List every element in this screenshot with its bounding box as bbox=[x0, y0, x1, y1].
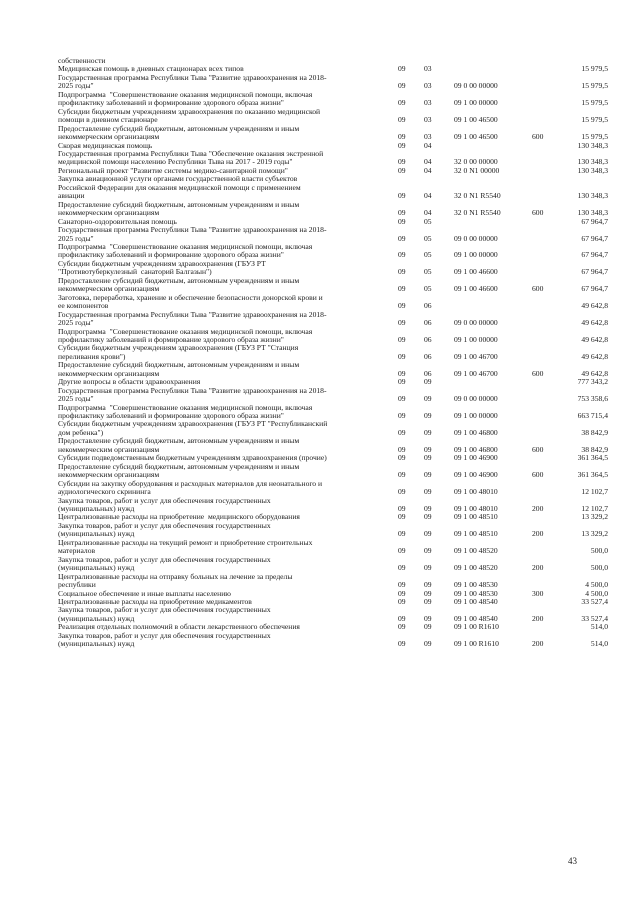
row-amount: 67 964,7 bbox=[581, 233, 608, 243]
row-section: 09 bbox=[398, 444, 406, 454]
table-row bbox=[58, 573, 608, 590]
row-expense-type bbox=[530, 480, 560, 497]
row-amount: 13 329,2 bbox=[581, 513, 608, 522]
row-name: Скорая медицинская помощь bbox=[58, 141, 153, 150]
row-expense-type: 200 bbox=[532, 639, 544, 649]
row-name: Субсидии на закупку оборудования и расходных материалов для неонатального и аудиологического скрининга bbox=[58, 479, 323, 497]
row-subsection: 04 bbox=[424, 208, 432, 218]
row-subsection: 09 bbox=[424, 470, 432, 480]
row-section: 09 bbox=[398, 81, 406, 91]
row-amount: 500,0 bbox=[590, 546, 608, 556]
row-subsection: 03 bbox=[424, 132, 432, 142]
row-target-article: 09 1 00 46900 bbox=[454, 454, 498, 463]
row-subsection: 05 bbox=[424, 284, 432, 294]
row-expense-type bbox=[530, 142, 560, 150]
row-target-article: 09 1 00 48010 bbox=[454, 487, 498, 497]
row-subsection: 09 bbox=[424, 427, 432, 437]
row-amount: 15 979,5 bbox=[581, 132, 608, 142]
row-target-article: 09 1 00 00000 bbox=[454, 98, 498, 108]
row-section: 09 bbox=[398, 65, 406, 74]
row-subsection: 05 bbox=[424, 250, 432, 260]
row-name: Предоставление субсидий бюджетным, автономным учреждениям и иным некоммерческим организациям bbox=[58, 361, 300, 378]
row-amount: 753 358,6 bbox=[577, 394, 608, 404]
row-name: Предоставление субсидий бюджетным, автономным учреждениям и иным некоммерческим организациям bbox=[58, 462, 300, 480]
table-row bbox=[58, 277, 608, 294]
table-row bbox=[58, 150, 608, 167]
row-amount: 12 102,7 bbox=[581, 487, 608, 497]
table-row bbox=[58, 201, 608, 218]
row-expense-type bbox=[530, 226, 560, 243]
row-target-article: 09 0 00 00000 bbox=[454, 394, 498, 404]
row-section: 09 bbox=[398, 598, 406, 606]
row-expense-type bbox=[530, 243, 560, 260]
row-section: 09 bbox=[398, 217, 406, 226]
row-section: 09 bbox=[398, 351, 406, 361]
row-expense-type bbox=[530, 150, 560, 167]
row-target-article: 09 1 00 46800 bbox=[454, 444, 498, 454]
row-name: Государственная программа Республики Тыва "Развитие здравоохранения на 2018- 2025 годы" bbox=[58, 226, 327, 243]
row-section: 09 bbox=[398, 623, 406, 632]
row-target-article bbox=[450, 57, 530, 65]
row-target-article bbox=[450, 142, 530, 150]
row-section: 09 bbox=[398, 504, 406, 514]
row-amount: 67 964,7 bbox=[581, 284, 608, 294]
table-row bbox=[58, 480, 608, 497]
row-target-article bbox=[450, 378, 530, 386]
row-section: 09 bbox=[398, 546, 406, 556]
row-target-article: 09 1 00 00000 bbox=[454, 250, 498, 260]
table-row bbox=[58, 74, 608, 91]
row-amount: 49 642,8 bbox=[581, 351, 608, 361]
table-row bbox=[58, 218, 608, 226]
row-name: Подпрограмма "Совершенствование оказания медицинской помощи, включая профилактику заболеваний и формирование здорового образа жизни" bbox=[58, 242, 313, 260]
row-name: Закупка товаров, работ и услуг для обеспечения государственных (муниципальных) нужд bbox=[58, 496, 271, 514]
row-amount: 49 642,8 bbox=[581, 318, 608, 328]
row-section: 09 bbox=[398, 141, 406, 150]
table-row bbox=[58, 539, 608, 556]
row-target-article: 09 1 00 48540 bbox=[454, 613, 498, 623]
row-subsection: 09 bbox=[424, 639, 432, 649]
row-name: Подпрограмма "Совершенствование оказания медицинской помощи, включая профилактику заболеваний и формирование здорового образа жизни" bbox=[58, 403, 313, 421]
table-row bbox=[58, 623, 608, 631]
row-expense-type bbox=[530, 91, 560, 108]
table-row bbox=[58, 125, 608, 142]
row-expense-type: 200 bbox=[532, 613, 544, 623]
row-amount: 15 979,5 bbox=[581, 65, 608, 74]
row-name: Субсидии бюджетным учреждениям здравоохранения по оказанию медицинской помощи в дневном стационаре bbox=[58, 107, 321, 125]
row-name: Субсидии бюджетным учреждениям здравоохранения (ГБУЗ РТ "Противотуберкулезный санаторий Балгазын") bbox=[58, 259, 266, 277]
row-amount: 663 715,4 bbox=[577, 411, 608, 421]
table-row bbox=[58, 142, 608, 150]
row-name: Предоставление субсидий бюджетным, автономным учреждениям и иным некоммерческим организациям bbox=[58, 200, 300, 218]
row-subsection: 09 bbox=[424, 580, 432, 590]
table-row bbox=[58, 420, 608, 437]
table-row bbox=[58, 344, 608, 361]
row-expense-type bbox=[530, 378, 560, 386]
row-amount: 38 842,9 bbox=[581, 444, 608, 454]
row-expense-type: 300 bbox=[532, 589, 544, 598]
row-amount: 777 343,2 bbox=[577, 378, 608, 387]
row-target-article: 09 1 00 46600 bbox=[454, 284, 498, 294]
row-target-article: 09 1 00 48530 bbox=[454, 580, 498, 590]
row-section: 09 bbox=[398, 208, 406, 218]
row-subsection: 09 bbox=[424, 623, 432, 632]
row-expense-type: 200 bbox=[532, 529, 544, 539]
row-subsection: 09 bbox=[424, 411, 432, 421]
row-expense-type: 600 bbox=[532, 132, 544, 142]
row-name: Субсидии бюджетным учреждениям здравоохранения (ГБУЗ РТ "Республиканский дом ребенка") bbox=[58, 420, 328, 437]
row-amount: 130 348,3 bbox=[577, 208, 608, 218]
row-expense-type bbox=[530, 167, 560, 175]
row-name: Централизованные расходы на отправку больных на лечение за пределы республики bbox=[58, 572, 293, 590]
row-subsection: 09 bbox=[424, 589, 432, 598]
table-row bbox=[58, 175, 608, 200]
row-target-article: 09 1 00 00000 bbox=[454, 334, 498, 344]
row-subsection: 09 bbox=[424, 529, 432, 539]
row-expense-type bbox=[530, 404, 560, 421]
table-row bbox=[58, 454, 608, 462]
row-section: 09 bbox=[398, 267, 406, 277]
row-amount: 4 500,0 bbox=[585, 580, 608, 590]
row-amount: 67 964,7 bbox=[581, 217, 608, 226]
row-subsection: 06 bbox=[424, 368, 432, 378]
row-name: Государственная программа Республики Тыва "Развитие здравоохранения на 2018- 2025 годы" bbox=[58, 386, 327, 404]
row-section: 09 bbox=[398, 454, 406, 463]
row-amount: 15 979,5 bbox=[581, 81, 608, 91]
row-amount: 361 364,5 bbox=[577, 470, 608, 480]
row-amount: 130 348,3 bbox=[577, 141, 608, 150]
row-name: Закупка товаров, работ и услуг для обеспечения государственных (муниципальных) нужд bbox=[58, 606, 271, 623]
row-target-article bbox=[450, 218, 530, 226]
row-name: Субсидии бюджетным учреждениям здравоохранения (ГБУЗ РТ "Станция переливания крови") bbox=[58, 344, 299, 361]
table-row bbox=[58, 243, 608, 260]
row-expense-type bbox=[530, 623, 560, 631]
row-expense-type bbox=[530, 513, 560, 521]
row-expense-type bbox=[530, 175, 560, 200]
row-subsection: 09 bbox=[424, 454, 432, 463]
row-subsection bbox=[422, 57, 450, 65]
row-target-article: 09 1 00 00000 bbox=[454, 411, 498, 421]
row-amount: 12 102,7 bbox=[581, 504, 608, 514]
row-expense-type bbox=[530, 328, 560, 345]
row-expense-type bbox=[530, 539, 560, 556]
row-section: 09 bbox=[398, 427, 406, 437]
row-amount: 15 979,5 bbox=[581, 98, 608, 108]
row-target-article bbox=[450, 294, 530, 311]
row-amount: 15 979,5 bbox=[581, 115, 608, 125]
table-row bbox=[58, 65, 608, 73]
row-expense-type bbox=[530, 294, 560, 311]
row-target-article: 09 1 00 46700 bbox=[454, 368, 498, 378]
row-target-article: 09 1 00 46900 bbox=[454, 470, 498, 480]
row-expense-type: 600 bbox=[532, 368, 544, 378]
row-target-article: 09 0 00 00000 bbox=[454, 318, 498, 328]
table-row bbox=[58, 378, 608, 386]
row-expense-type bbox=[530, 108, 560, 125]
row-section: 09 bbox=[398, 394, 406, 404]
row-target-article: 32 0 N1 00000 bbox=[454, 166, 500, 175]
row-section: 09 bbox=[398, 191, 406, 201]
row-amount: 4 500,0 bbox=[585, 589, 608, 598]
row-subsection: 03 bbox=[424, 98, 432, 108]
row-target-article: 09 1 00 46600 bbox=[454, 267, 498, 277]
row-expense-type: 200 bbox=[532, 563, 544, 573]
row-subsection: 09 bbox=[424, 444, 432, 454]
row-section: 09 bbox=[398, 411, 406, 421]
row-expense-type bbox=[530, 573, 560, 590]
row-subsection: 04 bbox=[424, 191, 432, 201]
row-amount: 130 348,3 bbox=[577, 191, 608, 201]
table-row bbox=[58, 437, 608, 454]
row-amount: 33 527,4 bbox=[581, 598, 608, 606]
table-row bbox=[58, 556, 608, 573]
row-section: 09 bbox=[398, 487, 406, 497]
row-section: 09 bbox=[398, 301, 406, 311]
row-expense-type bbox=[530, 311, 560, 328]
table-row bbox=[58, 91, 608, 108]
row-amount: 67 964,7 bbox=[581, 267, 608, 277]
row-subsection: 09 bbox=[424, 598, 432, 606]
table-row bbox=[58, 387, 608, 404]
row-amount: 49 642,8 bbox=[581, 301, 608, 311]
row-name: Заготовка, переработка, хранение и обеспечение безопасности донорской крови и ее компонентов bbox=[58, 293, 323, 311]
row-section: 09 bbox=[398, 378, 406, 387]
row-section: 09 bbox=[398, 639, 406, 649]
row-name: Государственная программа Республики Тыва "Обеспечение оказания экстренной медицинской помощи населению Республики Тыва на 2017 - 2019 годы" bbox=[58, 149, 324, 167]
row-subsection: 03 bbox=[424, 115, 432, 125]
row-section: 09 bbox=[398, 580, 406, 590]
row-name: Государственная программа Республики Тыва "Развитие здравоохранения на 2018- 2025 годы" bbox=[58, 73, 327, 91]
row-section: 09 bbox=[398, 529, 406, 539]
row-expense-type: 600 bbox=[532, 208, 544, 218]
row-section: 09 bbox=[398, 132, 406, 142]
table-row bbox=[58, 294, 608, 311]
row-name: Санаторно-оздоровительная помощь bbox=[58, 217, 177, 226]
table-row bbox=[58, 226, 608, 243]
table-row bbox=[58, 57, 608, 65]
row-target-article: 09 1 00 46800 bbox=[454, 427, 498, 437]
row-subsection: 09 bbox=[424, 613, 432, 623]
row-amount: 49 642,8 bbox=[581, 368, 608, 378]
row-name: Закупка товаров, работ и услуг для обеспечения государственных (муниципальных) нужд bbox=[58, 521, 271, 539]
row-expense-type: 200 bbox=[532, 504, 544, 514]
row-subsection: 09 bbox=[424, 504, 432, 514]
row-section: 09 bbox=[398, 613, 406, 623]
table-row bbox=[58, 606, 608, 623]
row-section: 09 bbox=[398, 157, 406, 167]
row-target-article: 09 1 00 48520 bbox=[454, 563, 498, 573]
row-subsection: 06 bbox=[424, 351, 432, 361]
row-amount: 514,0 bbox=[590, 639, 608, 649]
row-name: Закупка авиационной услуги органами государственной власти субъектов Российской Федерации для оказания медицинской помощи с применением авиации bbox=[58, 175, 301, 201]
row-name: Централизованные расходы на приобретение медицинского оборудования bbox=[58, 513, 300, 522]
row-section: 09 bbox=[398, 98, 406, 108]
row-section: 09 bbox=[398, 115, 406, 125]
row-subsection: 09 bbox=[424, 513, 432, 522]
row-section bbox=[396, 57, 422, 65]
table-row bbox=[58, 632, 608, 649]
row-amount: 130 348,3 bbox=[577, 166, 608, 175]
row-section: 09 bbox=[398, 233, 406, 243]
row-target-article: 09 1 00 48540 bbox=[454, 598, 498, 606]
row-name: Предоставление субсидий бюджетным, автономным учреждениям и иным некоммерческим организациям bbox=[58, 276, 300, 294]
row-name: Предоставление субсидий бюджетным, автономным учреждениям и иным некоммерческим организациям bbox=[58, 124, 300, 142]
row-expense-type bbox=[530, 74, 560, 91]
row-section: 09 bbox=[398, 368, 406, 378]
row-expense-type bbox=[530, 260, 560, 277]
row-section: 09 bbox=[398, 563, 406, 573]
row-name: собственности bbox=[58, 57, 106, 65]
row-amount: 130 348,3 bbox=[577, 157, 608, 167]
row-expense-type bbox=[530, 454, 560, 462]
row-target-article: 32 0 N1 R5540 bbox=[454, 208, 501, 218]
table-row bbox=[58, 497, 608, 514]
row-expense-type bbox=[530, 344, 560, 361]
row-subsection: 06 bbox=[424, 318, 432, 328]
row-amount: 67 964,7 bbox=[581, 250, 608, 260]
row-subsection: 09 bbox=[424, 394, 432, 404]
row-target-article: 09 1 00 48510 bbox=[454, 513, 498, 522]
row-name: Централизованные расходы на текущий ремонт и приобретение строительных материалов bbox=[58, 538, 313, 556]
row-subsection: 05 bbox=[424, 267, 432, 277]
table-row bbox=[58, 513, 608, 521]
budget-table-body bbox=[58, 57, 608, 649]
row-subsection: 04 bbox=[424, 166, 432, 175]
row-expense-type: 600 bbox=[532, 470, 544, 480]
row-section: 09 bbox=[398, 513, 406, 522]
table-row bbox=[58, 260, 608, 277]
row-section: 09 bbox=[398, 250, 406, 260]
budget-document bbox=[58, 57, 608, 649]
row-subsection: 03 bbox=[424, 65, 432, 74]
row-name: Субсидии подведомственным бюджетным учреждениям здравоохранения (прочие) bbox=[58, 454, 327, 463]
row-subsection: 09 bbox=[424, 563, 432, 573]
row-amount: 33 527,4 bbox=[581, 613, 608, 623]
row-target-article: 09 1 00 46500 bbox=[454, 115, 498, 125]
row-subsection: 06 bbox=[424, 334, 432, 344]
row-name: Закупка товаров, работ и услуг для обеспечения государственных (муниципальных) нужд bbox=[58, 555, 271, 573]
table-row bbox=[58, 463, 608, 480]
row-target-article: 09 1 00 R1610 bbox=[454, 623, 499, 632]
row-name: Социальное обеспечение и иные выплаты населению bbox=[58, 589, 231, 598]
row-expense-type bbox=[530, 598, 560, 606]
row-subsection: 09 bbox=[424, 546, 432, 556]
row-target-article: 09 1 00 48010 bbox=[454, 504, 498, 514]
row-section: 09 bbox=[398, 589, 406, 598]
row-section: 09 bbox=[398, 284, 406, 294]
row-name: Медицинская помощь в дневных стационарах всех типов bbox=[58, 65, 244, 74]
table-row bbox=[58, 311, 608, 328]
row-name: Централизованные расходы на приобретение медикаментов bbox=[58, 598, 252, 606]
row-subsection: 09 bbox=[424, 487, 432, 497]
table-row bbox=[58, 598, 608, 606]
row-subsection: 03 bbox=[424, 81, 432, 91]
row-target-article: 09 0 00 00000 bbox=[454, 81, 498, 91]
row-name: Подпрограмма "Совершенствование оказания медицинской помощи, включая профилактику заболеваний и формирование здорового образа жизни" bbox=[58, 327, 313, 344]
row-name: Региональный проект "Развитие системы медико-санитарной помощи" bbox=[58, 166, 288, 175]
row-name: Государственная программа Республики Тыва "Развитие здравоохранения на 2018- 2025 годы" bbox=[58, 310, 327, 328]
row-expense-type bbox=[530, 65, 560, 73]
row-target-article: 32 0 00 00000 bbox=[454, 157, 498, 167]
row-amount: 38 842,9 bbox=[581, 427, 608, 437]
row-section: 09 bbox=[398, 470, 406, 480]
row-target-article: 09 1 00 48510 bbox=[454, 529, 498, 539]
row-target-article: 09 1 00 48520 bbox=[454, 546, 498, 556]
row-name: Реализация отдельных полномочий в области лекарственного обеспечения bbox=[58, 623, 300, 632]
row-amount: 49 642,8 bbox=[581, 334, 608, 344]
row-subsection: 09 bbox=[424, 378, 432, 387]
row-name: Другие вопросы в области здравоохранения bbox=[58, 378, 201, 387]
row-expense-type: 600 bbox=[532, 444, 544, 454]
row-name: Подпрограмма "Совершенствование оказания медицинской помощи, включая профилактику заболеваний и формирование здорового образа жизни" bbox=[58, 90, 313, 108]
table-row bbox=[58, 522, 608, 539]
row-amount: 514,0 bbox=[590, 623, 608, 632]
row-section: 09 bbox=[398, 334, 406, 344]
row-expense-type bbox=[530, 420, 560, 437]
table-row bbox=[58, 328, 608, 345]
row-target-article bbox=[450, 65, 530, 73]
row-subsection: 06 bbox=[424, 301, 432, 311]
row-subsection: 05 bbox=[424, 217, 432, 226]
table-row bbox=[58, 590, 608, 598]
row-section: 09 bbox=[398, 166, 406, 175]
row-expense-type bbox=[530, 387, 560, 404]
row-name: Предоставление субсидий бюджетным, автономным учреждениям и иным некоммерческим организациям bbox=[58, 437, 300, 454]
row-expense-type bbox=[530, 218, 560, 226]
row-target-article: 32 0 N1 R5540 bbox=[454, 191, 501, 201]
table-row bbox=[58, 404, 608, 421]
row-target-article: 09 1 00 46500 bbox=[454, 132, 498, 142]
budget-table bbox=[58, 57, 608, 649]
row-target-article: 09 0 00 00000 bbox=[454, 233, 498, 243]
row-amount: 13 329,2 bbox=[581, 529, 608, 539]
row-section: 09 bbox=[398, 318, 406, 328]
page-number: 43 bbox=[568, 856, 577, 866]
row-subsection: 04 bbox=[424, 141, 432, 150]
row-amount bbox=[560, 57, 608, 65]
row-target-article: 09 1 00 48530 bbox=[454, 589, 498, 598]
table-row bbox=[58, 108, 608, 125]
table-row bbox=[58, 361, 608, 378]
row-subsection: 04 bbox=[424, 157, 432, 167]
row-amount: 361 364,5 bbox=[577, 454, 608, 463]
row-target-article: 09 1 00 46700 bbox=[454, 351, 498, 361]
row-subsection: 05 bbox=[424, 233, 432, 243]
row-target-article: 09 1 00 R1610 bbox=[454, 639, 499, 649]
row-expense-type bbox=[530, 57, 560, 65]
row-name: Закупка товаров, работ и услуг для обеспечения государственных (муниципальных) нужд bbox=[58, 631, 271, 649]
row-expense-type: 600 bbox=[532, 284, 544, 294]
table-row bbox=[58, 167, 608, 175]
row-amount: 500,0 bbox=[590, 563, 608, 573]
